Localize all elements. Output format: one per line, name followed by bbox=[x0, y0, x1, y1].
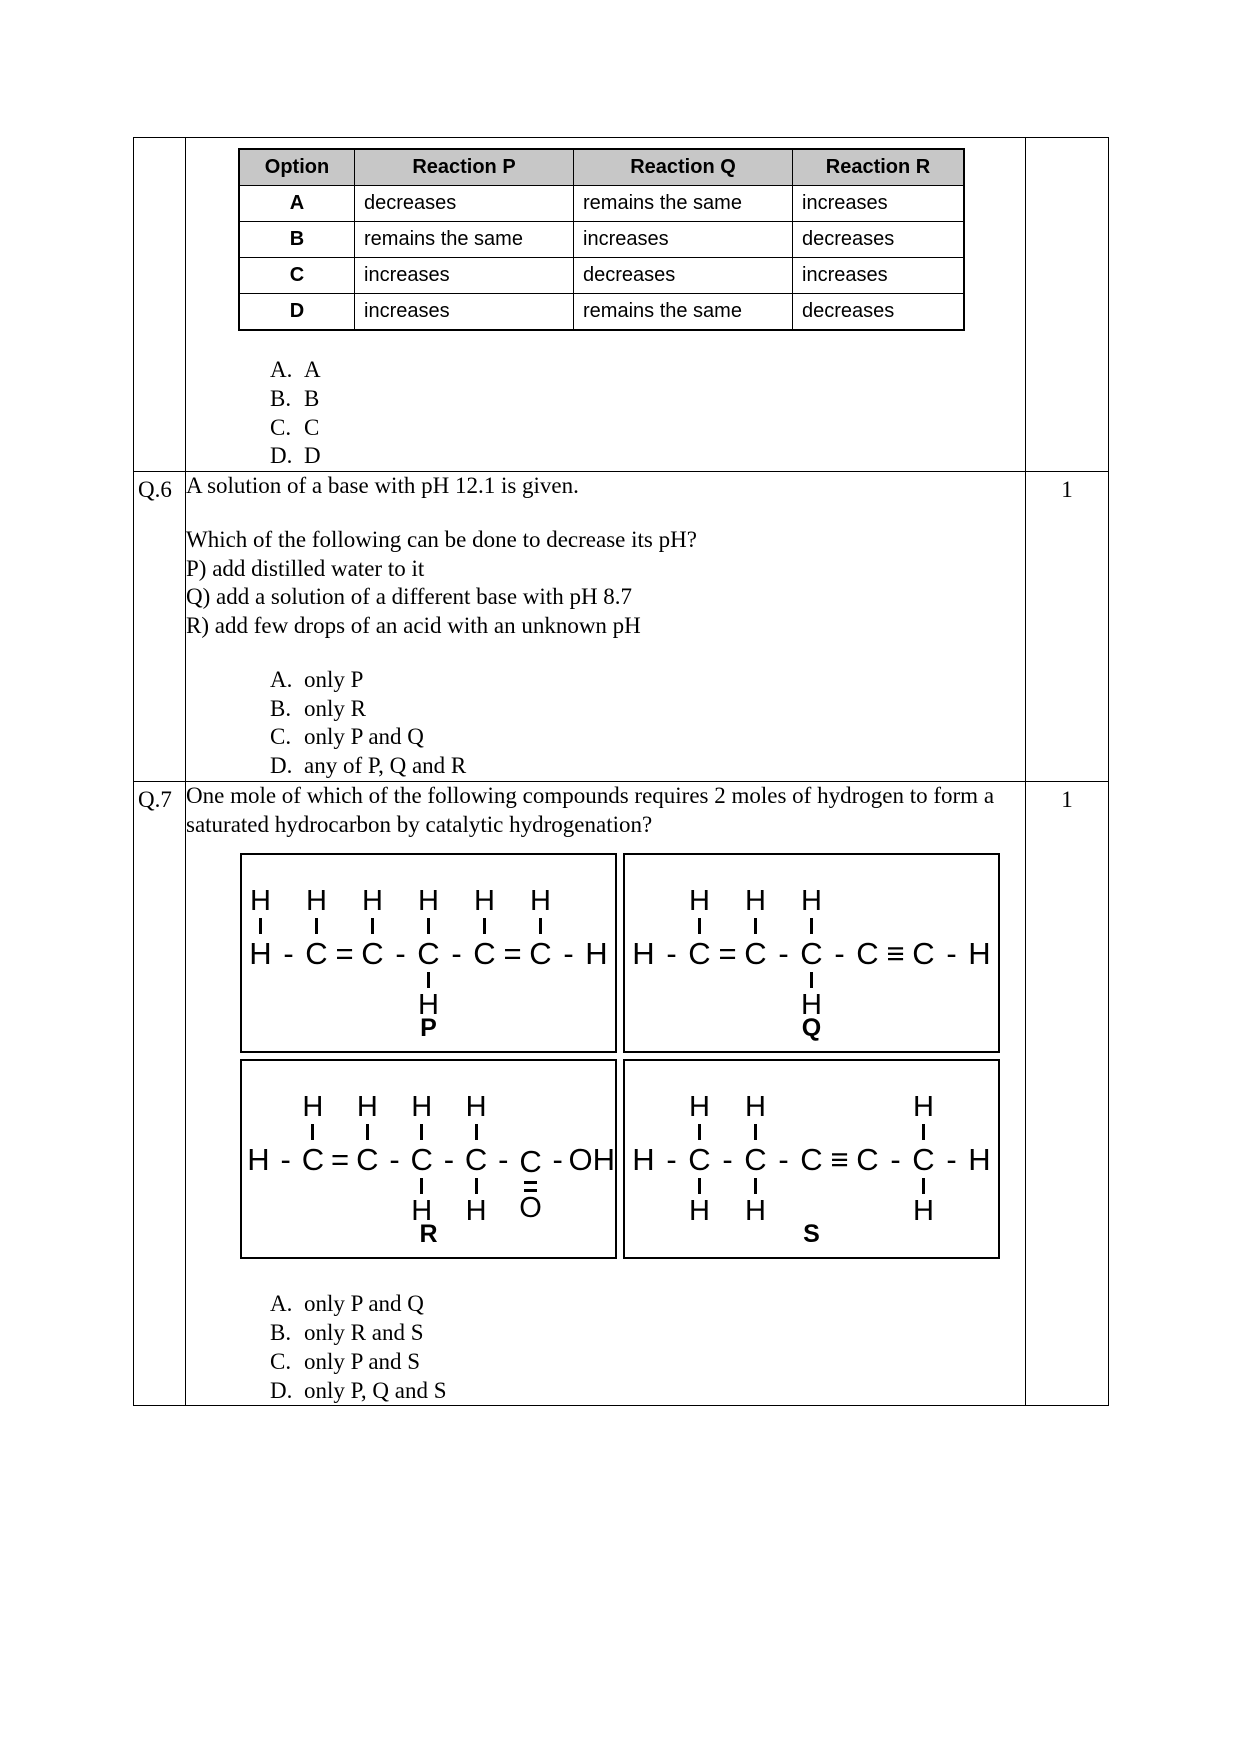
bond-tick-bottom bbox=[922, 1178, 925, 1194]
marks-cell-q5 bbox=[1026, 138, 1109, 472]
option-key: C. bbox=[270, 414, 292, 440]
cell-reaction-r: increases bbox=[793, 186, 965, 222]
spacer bbox=[186, 641, 1025, 666]
atom-symbol: C bbox=[361, 935, 384, 971]
option-key: D. bbox=[270, 443, 293, 469]
bond-symbol: - bbox=[563, 935, 574, 971]
bond-symbol: - bbox=[451, 935, 462, 971]
atom-c bbox=[514, 1095, 547, 1224]
atom-h bbox=[963, 1092, 997, 1226]
atom-symbol: H bbox=[968, 935, 991, 971]
oxygen-bottom: O bbox=[519, 1192, 542, 1225]
question-body-cell-q6 bbox=[186, 472, 1026, 782]
atom-oh bbox=[568, 1092, 615, 1226]
bond-symbol: - bbox=[389, 1141, 400, 1177]
bond-tick-bottom bbox=[427, 972, 430, 988]
option-text: A bbox=[304, 357, 321, 382]
hydrogen-bottom: H bbox=[465, 1194, 487, 1227]
atom-symbol: C bbox=[800, 1141, 823, 1177]
bond-symbol: - bbox=[778, 1141, 789, 1177]
option-text: only R and S bbox=[304, 1320, 424, 1345]
cell-option: B bbox=[239, 222, 355, 258]
bond-tick-top bbox=[922, 1124, 925, 1140]
table-row bbox=[239, 222, 964, 258]
hydrogen-bottom: H bbox=[801, 988, 822, 1021]
question-number-q6: Q.6 bbox=[138, 477, 172, 502]
atom-c bbox=[356, 886, 390, 1020]
atom-symbol: C bbox=[688, 1141, 711, 1177]
spacer bbox=[186, 501, 1025, 526]
hydrogen-top: H bbox=[250, 884, 271, 917]
hydrogen-top: H bbox=[411, 1090, 433, 1123]
option-key: D. bbox=[270, 1377, 293, 1403]
q6-statement-r: R) add few drops of an acid with an unknown pH bbox=[186, 613, 641, 638]
bond-symbol: - bbox=[946, 1141, 957, 1177]
answer-option-a[interactable] bbox=[186, 356, 1025, 385]
exam-question-table bbox=[133, 137, 1109, 1406]
bond-tick-top bbox=[754, 918, 757, 934]
structure-label-q: Q bbox=[801, 1014, 822, 1043]
bond-tick-top bbox=[698, 918, 701, 934]
atom-h bbox=[244, 886, 278, 1020]
option-key: A. bbox=[270, 357, 293, 382]
hydrogen-top: H bbox=[362, 884, 383, 917]
atom-c bbox=[460, 1092, 493, 1226]
atom-symbol: C bbox=[356, 1141, 379, 1177]
hydrogen-top: H bbox=[474, 884, 495, 917]
option-key: C. bbox=[270, 724, 292, 750]
cell-reaction-q: remains the same bbox=[574, 186, 793, 222]
bond-tick-top bbox=[427, 918, 430, 934]
option-text: only P and Q bbox=[304, 724, 424, 750]
bond-tick-top bbox=[475, 1124, 478, 1140]
answer-option-a[interactable] bbox=[186, 666, 1025, 695]
atom-symbol: C bbox=[410, 1141, 433, 1177]
atom-h bbox=[627, 886, 661, 1020]
atom-c bbox=[907, 1092, 941, 1226]
answer-option-a[interactable] bbox=[186, 1290, 1025, 1319]
atom-symbol: C bbox=[912, 935, 935, 971]
marks-value-q5 bbox=[1026, 138, 1108, 144]
hydrogen-bottom: H bbox=[913, 1194, 934, 1227]
atom-h bbox=[242, 1092, 275, 1226]
bond-symbol: - bbox=[443, 1141, 455, 1177]
bond-tick-top bbox=[366, 1124, 369, 1140]
bond-symbol: - bbox=[946, 935, 957, 971]
option-key: D. bbox=[270, 753, 293, 778]
cell-reaction-q: remains the same bbox=[574, 294, 793, 331]
answer-option-c[interactable] bbox=[186, 723, 1025, 752]
bond-symbol: - bbox=[283, 935, 294, 971]
cell-reaction-p: increases bbox=[355, 294, 574, 331]
hydrogen-top: H bbox=[465, 1090, 487, 1123]
q6-statement-p: P) add distilled water to it bbox=[186, 555, 425, 581]
cell-reaction-p: decreases bbox=[355, 186, 574, 222]
atom-symbol: C bbox=[519, 1144, 542, 1180]
atom-symbol: H bbox=[249, 935, 272, 971]
hydrogen-top: H bbox=[530, 884, 551, 917]
hydrogen-top: H bbox=[689, 1090, 710, 1123]
atom-symbol: C bbox=[856, 1141, 879, 1177]
option-key: C. bbox=[270, 1348, 292, 1374]
answer-option-d[interactable] bbox=[186, 752, 1025, 781]
bond-symbol: - bbox=[890, 1141, 901, 1177]
structure-box-r bbox=[240, 1059, 617, 1259]
marks-cell-q6 bbox=[1026, 472, 1109, 782]
structure-chain-p bbox=[242, 886, 615, 1020]
question-number-cell-q5 bbox=[134, 138, 186, 472]
hydrogen-top: H bbox=[418, 884, 439, 917]
hydrogen-top: H bbox=[801, 884, 822, 917]
question-row-q6 bbox=[134, 472, 1109, 782]
option-text: any of P, Q and R bbox=[304, 753, 467, 778]
q6-prompt: Which of the following can be done to decrease its pH? bbox=[186, 526, 697, 552]
atom-symbol: C bbox=[744, 1141, 767, 1177]
bond-tick-bottom bbox=[754, 1178, 757, 1194]
atom-c bbox=[524, 886, 558, 1020]
atom-c bbox=[300, 886, 334, 1020]
option-text: only P, Q and S bbox=[304, 1377, 447, 1403]
marks-value-q7: 1 bbox=[1061, 786, 1073, 812]
atom-symbol: C bbox=[417, 935, 440, 971]
atom-symbol: C bbox=[301, 1141, 325, 1177]
atom-c bbox=[851, 886, 885, 1020]
atom-c bbox=[683, 1092, 717, 1226]
bond-tick-top bbox=[371, 918, 374, 934]
spacer bbox=[186, 331, 1025, 356]
col-header-reaction-r: Reaction R bbox=[793, 149, 965, 186]
bond-symbol: - bbox=[280, 1141, 291, 1177]
hydrogen-bottom: H bbox=[745, 1194, 766, 1227]
bond-symbol: = bbox=[331, 1141, 350, 1177]
option-text: only P and S bbox=[304, 1348, 421, 1374]
atom-symbol: OH bbox=[568, 1141, 615, 1177]
answer-option-c[interactable] bbox=[186, 414, 1025, 443]
atom-c bbox=[739, 886, 773, 1020]
hydrogen-bottom: H bbox=[411, 1194, 433, 1227]
atom-symbol: H bbox=[968, 1141, 991, 1177]
atom-symbol: H bbox=[247, 1141, 270, 1177]
atom-c bbox=[907, 886, 941, 1020]
structure-label-r: R bbox=[419, 1220, 438, 1249]
bond-tick-bottom bbox=[698, 1178, 701, 1194]
q6-answer-options bbox=[186, 666, 1025, 781]
atom-h bbox=[580, 886, 614, 1020]
col-header-reaction-p: Reaction P bbox=[355, 149, 574, 186]
atom-c bbox=[795, 886, 829, 1020]
answer-option-b[interactable] bbox=[186, 695, 1025, 724]
cell-option: A bbox=[239, 186, 355, 222]
atom-symbol: C bbox=[464, 1141, 488, 1177]
q7-stem-line2: saturated hydrocarbon by catalytic hydrogenation? bbox=[186, 811, 653, 837]
option-text: B bbox=[304, 385, 320, 411]
col-header-option: Option bbox=[239, 149, 355, 186]
reaction-option-table bbox=[238, 148, 965, 331]
option-key: B. bbox=[270, 695, 292, 721]
bond-symbol: = bbox=[335, 935, 354, 971]
marks-value-q6: 1 bbox=[1061, 477, 1073, 502]
cell-reaction-p: remains the same bbox=[355, 222, 574, 258]
atom-symbol: C bbox=[473, 935, 496, 971]
option-text: only P bbox=[304, 666, 364, 692]
option-key: A. bbox=[270, 666, 293, 692]
answer-option-d[interactable] bbox=[186, 1377, 1025, 1406]
question-number-q7: Q.7 bbox=[138, 786, 172, 812]
bond-tick-bottom-double bbox=[524, 1181, 537, 1192]
bond-symbol: - bbox=[666, 935, 677, 971]
atom-c bbox=[851, 1092, 885, 1226]
cell-reaction-p: increases bbox=[355, 258, 574, 294]
hydrogen-bottom: H bbox=[689, 1194, 710, 1227]
q6-statement-q: Q) add a solution of a different base with pH 8.7 bbox=[186, 584, 633, 610]
question-row-q7 bbox=[134, 781, 1109, 1406]
atom-c bbox=[296, 1092, 329, 1226]
hydrogen-top: H bbox=[913, 1090, 934, 1123]
cell-reaction-r: increases bbox=[793, 258, 965, 294]
atom-symbol: C bbox=[529, 935, 552, 971]
q7-stem-line1: One mole of which of the following compounds requires 2 moles of hydrogen to form a bbox=[186, 782, 995, 808]
col-header-reaction-q: Reaction Q bbox=[574, 149, 793, 186]
answer-option-c[interactable] bbox=[186, 1348, 1025, 1377]
structure-chain-s bbox=[625, 1092, 998, 1226]
answer-option-b[interactable] bbox=[186, 1319, 1025, 1348]
hydrogen-top: H bbox=[745, 884, 766, 917]
bond-symbol: - bbox=[778, 935, 789, 971]
atom-c bbox=[405, 1092, 438, 1226]
atom-symbol: C bbox=[912, 1141, 935, 1177]
option-text: D bbox=[304, 443, 321, 469]
bond-tick-bottom bbox=[475, 1178, 478, 1194]
bond-symbol: - bbox=[498, 1141, 509, 1177]
hydrogen-top: H bbox=[689, 884, 710, 917]
table-header-row bbox=[239, 149, 964, 186]
bond-tick-top bbox=[810, 918, 813, 934]
atom-c bbox=[468, 886, 502, 1020]
cell-reaction-q: decreases bbox=[574, 258, 793, 294]
hydrogen-top: H bbox=[306, 884, 327, 917]
bond-symbol: ≡ bbox=[886, 935, 905, 971]
q7-structure-diagrams bbox=[186, 839, 1000, 1265]
structure-box-q bbox=[623, 853, 1000, 1053]
structure-label-p: P bbox=[420, 1014, 437, 1043]
structure-label-s: S bbox=[803, 1220, 820, 1249]
answer-option-d[interactable] bbox=[186, 442, 1025, 471]
atom-symbol: C bbox=[744, 935, 767, 971]
atom-h bbox=[627, 1092, 661, 1226]
atom-symbol: C bbox=[856, 935, 879, 971]
hydrogen-top: H bbox=[302, 1090, 324, 1123]
atom-c bbox=[795, 1092, 829, 1226]
option-key: B. bbox=[270, 385, 292, 411]
question-row-q5 bbox=[134, 138, 1109, 472]
bond-symbol: - bbox=[834, 935, 845, 971]
option-key: A. bbox=[270, 1291, 293, 1317]
spacer bbox=[186, 1265, 1025, 1290]
table-row bbox=[239, 258, 964, 294]
structure-box-p bbox=[240, 853, 617, 1053]
atom-symbol: C bbox=[800, 935, 823, 971]
atom-c bbox=[412, 886, 446, 1020]
bond-tick-top bbox=[259, 918, 262, 934]
bond-symbol: - bbox=[395, 935, 406, 971]
bond-symbol: - bbox=[666, 1141, 677, 1177]
option-text: only R bbox=[304, 695, 366, 721]
bond-tick-bottom bbox=[420, 1178, 423, 1194]
atom-c bbox=[351, 1092, 384, 1226]
atom-symbol: H bbox=[585, 935, 608, 971]
hydrogen-top: H bbox=[356, 1090, 378, 1123]
option-text: only P and Q bbox=[304, 1291, 424, 1317]
bond-tick-top bbox=[420, 1124, 423, 1140]
question-body-cell-q7 bbox=[186, 781, 1026, 1406]
structure-chain-r bbox=[242, 1092, 615, 1226]
cell-reaction-r: decreases bbox=[793, 294, 965, 331]
option-text: C bbox=[304, 414, 320, 440]
bond-tick-top bbox=[754, 1124, 757, 1140]
bond-tick-top bbox=[698, 1124, 701, 1140]
cell-option: C bbox=[239, 258, 355, 294]
bond-symbol: - bbox=[722, 1141, 733, 1177]
atom-symbol: H bbox=[632, 935, 655, 971]
cell-reaction-r: decreases bbox=[793, 222, 965, 258]
atom-symbol: C bbox=[688, 935, 711, 971]
option-key: B. bbox=[270, 1320, 292, 1345]
bond-symbol: = bbox=[718, 935, 737, 971]
table-row bbox=[239, 294, 964, 331]
atom-h bbox=[963, 886, 997, 1020]
cell-reaction-q: increases bbox=[574, 222, 793, 258]
bond-tick-top bbox=[315, 918, 318, 934]
hydrogen-top: H bbox=[745, 1090, 766, 1123]
atom-c bbox=[739, 1092, 773, 1226]
atom-c bbox=[683, 886, 717, 1020]
bond-symbol: = bbox=[503, 935, 522, 971]
atom-symbol: H bbox=[632, 1141, 655, 1177]
q7-answer-options bbox=[186, 1290, 1025, 1405]
question-number-cell-q7 bbox=[134, 781, 186, 1406]
bond-symbol: - bbox=[552, 1141, 563, 1177]
question-body-cell-q5 bbox=[186, 138, 1026, 472]
question-number-q5 bbox=[134, 138, 185, 144]
cell-option: D bbox=[239, 294, 355, 331]
bond-symbol: ≡ bbox=[830, 1141, 849, 1177]
question-number-cell-q6 bbox=[134, 472, 186, 782]
q5-answer-options bbox=[186, 356, 1025, 471]
structure-chain-q bbox=[625, 886, 998, 1020]
q6-stem: A solution of a base with pH 12.1 is given. bbox=[186, 473, 579, 498]
answer-option-b[interactable] bbox=[186, 385, 1025, 414]
bond-tick-top bbox=[311, 1124, 314, 1140]
bond-tick-top bbox=[483, 918, 486, 934]
bond-tick-top bbox=[539, 918, 542, 934]
hydrogen-bottom: H bbox=[418, 988, 439, 1021]
marks-cell-q7 bbox=[1026, 781, 1109, 1406]
table-row bbox=[239, 186, 964, 222]
structure-box-s bbox=[623, 1059, 1000, 1259]
bond-tick-bottom bbox=[810, 972, 813, 988]
atom-symbol: C bbox=[305, 935, 328, 971]
q5-option-table-image bbox=[186, 138, 1025, 331]
